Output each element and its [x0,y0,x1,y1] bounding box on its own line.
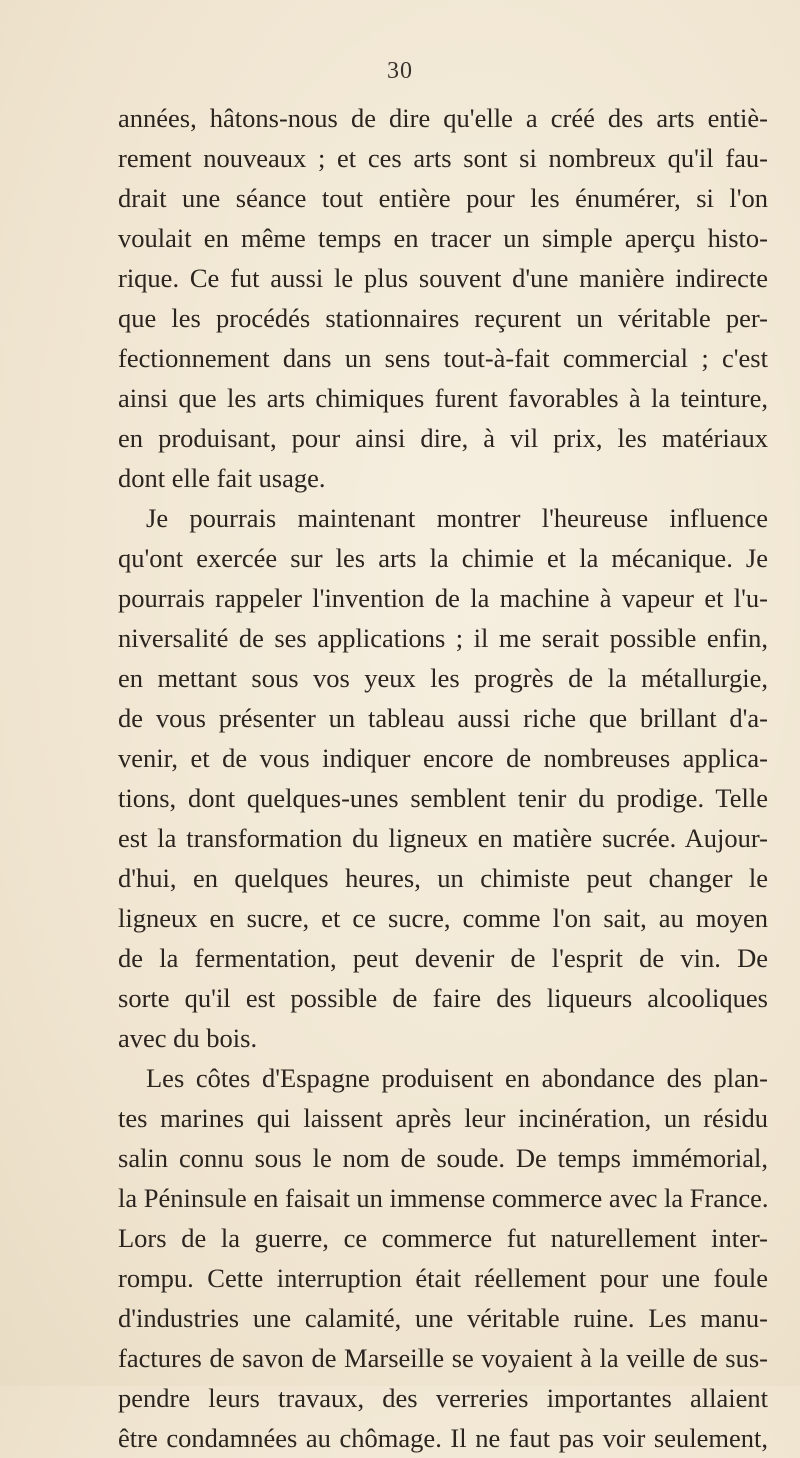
text-line: de la fermentation, peut devenir de l'esprit de vin. De [118,943,768,973]
text-line: venir, et de vous indiquer encore de nombreuses applica- [118,743,768,773]
text-line: d'hui, en quelques heures, un chimiste peut changer le [118,863,768,893]
text-line: en produisant, pour ainsi dire, à vil prix, les matériaux [118,423,768,453]
text-line: rement nouveaux ; et ces arts sont si nombreux qu'il fau- [118,143,768,173]
text-line: ainsi que les arts chimiques furent favorables à la teinture, [118,383,768,413]
text-line: pendre leurs travaux, des verreries importantes allaient [118,1383,768,1413]
text-line: fectionnement dans un sens tout-à-fait commercial ; c'est [118,343,768,373]
text-line: Les côtes d'Espagne produisent en abondance des plan- [146,1063,768,1093]
text-line: années, hâtons-nous de dire qu'elle a créé des arts entiè- [118,103,768,133]
text-line: ligneux en sucre, et ce sucre, comme l'on sait, au moyen [118,903,768,933]
page-number: 30 [387,58,413,84]
text-line: la Péninsule en faisait un immense commerce avec la France. [118,1183,769,1213]
text-line: voulait en même temps en tracer un simple aperçu histo- [118,223,768,253]
text-line: Je pourrais maintenant montrer l'heureuse influence [146,503,768,533]
text-line: qu'ont exercée sur les arts la chimie et la mécanique. Je [118,543,768,573]
text-line: factures de savon de Marseille se voyaient à la veille de sus- [118,1343,768,1373]
text-line: rompu. Cette interruption était réellement pour une foule [118,1263,768,1293]
text-line: rique. Ce fut aussi le plus souvent d'une manière indirecte [118,263,768,293]
text-line: être condamnées au chômage. Il ne faut pas voir seulement, [118,1423,768,1453]
text-line: en mettant sous vos yeux les progrès de la métallurgie, [118,663,768,693]
text-line: de vous présenter un tableau aussi riche que brillant d'a- [118,703,768,733]
text-line: drait une séance tout entière pour les énumérer, si l'on [118,183,768,213]
text-line: est la transformation du ligneux en matière sucrée. Aujour- [118,823,768,853]
text-line: d'industries une calamité, une véritable ruine. Les manu- [118,1303,768,1333]
text-line: Lors de la guerre, ce commerce fut naturellement inter- [118,1223,768,1253]
text-line: niversalité de ses applications ; il me serait possible enfin, [118,623,768,653]
text-line: sorte qu'il est possible de faire des liqueurs alcooliques [118,983,768,1013]
text-line: tions, dont quelques-unes semblent tenir du prodige. Telle [118,783,768,813]
text-line: dont elle fait usage. [118,463,326,493]
text-line: tes marines qui laissent après leur incinération, un résidu [118,1103,768,1133]
text-line: salin connu sous le nom de soude. De temps immémorial, [118,1143,768,1173]
text-line: que les procédés stationnaires reçurent un véritable per- [118,303,768,333]
text-line: avec du bois. [118,1023,258,1053]
text-line: pourrais rappeler l'invention de la machine à vapeur et l'u- [118,583,768,613]
